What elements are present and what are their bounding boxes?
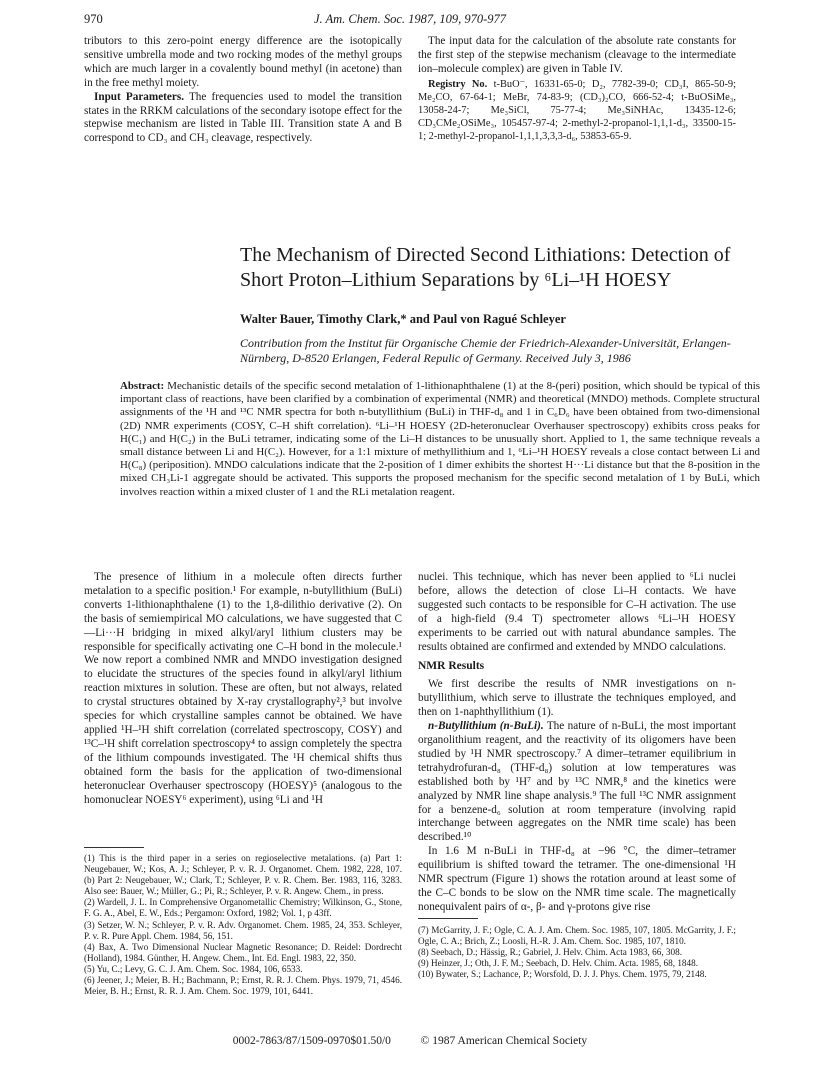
registry-paragraph — [418, 78, 736, 143]
input-parameters-paragraph — [84, 91, 402, 147]
footnotes-left — [84, 853, 402, 997]
registry-label: Registry No. — [428, 78, 488, 90]
body-left-column — [84, 571, 402, 807]
abstract — [120, 380, 760, 499]
page-footer — [0, 1035, 820, 1047]
carryover-paragraph: tributors to this zero-point energy difference are the isotopically sensitive umbrella mode and two rocking modes of the methyl groups which are much larger in a covalently bound methyl (in acetone) than in the free methyl moiety. — [84, 35, 402, 89]
intro-paragraph: The presence of lithium in a molecule often directs further metalation to a specific position.¹ For example, n-butyllithium (BuLi) converts 1-lithionaphthalene (1) to the 1,8-dilithio derivative (2). On the basis of semiempirical MO calculations, we have suggested that C—Li···H bridging in mixed alkyl/aryl lithium clusters may be responsible for specifically activating one C–H bond in the molecule.¹ We now report a combined NMR and MNDO investigation designed to elucidate the structures of the species found in alkyl/aryl lithium reaction mixtures in solution. These are often, but not always, related to crystal structures obtained by X-ray crystallography²,³ but involve species for which crystalline samples cannot be obtained. We have applied ¹H–¹H shift correlation (correlated spectroscopy, COSY) and ¹³C–¹H shift correlation spectroscopy⁴ to assign completely the spectra of the lithium compounds investigated. The ¹H chemical shifts thus obtained form the basis for the application of two-dimensional heteronuclear Overhauser spectroscopy (HOESY)⁵ (analogous to the homonuclear NOESY⁶ experiment), using ⁶Li and ¹H — [84, 571, 402, 806]
footnote: (5) Yu, C.; Levy, G. C. J. Am. Chem. Soc. 1984, 106, 6533. — [84, 963, 303, 974]
footnote: (6) Jeener, J.; Meier, B. H.; Bachmann, P.; Ernst, R. R. J. Chem. Phys. 1979, 71, 4546. Meier, B. H.; Ernst, R. R. J. Am. Chem. Soc. 1979, 101, 6441. — [84, 975, 402, 997]
butyllithium-text: The nature of n-BuLi, the most important organolithium reagent, and the reactivity of its oligomers have been studied by ¹H NMR spectroscopy.⁷ A dimer–tetramer equilibrium in tetrahydrofuran-d₈ (THF-d₈) solution at low temperatures was established both by ¹H⁷ and by ¹³C NMR,⁸ and the kinetics were analyzed by NMR line shape analysis.⁹ The full ¹³C NMR assignment for a benzene-d₆ solution at room temperature (involving rapid interchange between aggregates on the NMR time scale) has been described.¹⁰ — [418, 720, 736, 844]
section-heading: NMR Results — [418, 660, 485, 673]
top-right-column — [418, 35, 736, 143]
footnote: (10) Bywater, S.; Lachance, P.; Worsfold, D. J. J. Phys. Chem. 1975, 79, 2148. — [418, 969, 707, 980]
abstract-label: Abstract: — [120, 380, 165, 392]
footnote-divider-right — [418, 918, 478, 919]
footnote: (4) Bax, A. Two Dimensional Nuclear Magnetic Resonance; D. Reidel: Dordrecht (Holland), 1984. Günther, H. Angew. Chem., Int. Ed. Engl. 1983, 22, 350. — [84, 941, 402, 963]
input-data-paragraph: The input data for the calculation of the absolute rate constants for the first step of the stepwise mechanism (cleavage to the intermediate ion–molecule complex) are given in Table IV. — [418, 35, 736, 75]
input-parameters-text: The frequencies used to model the transition states in the RRKM calculations of the secondary isotope effect for the stepwise mechanism are listed in Table III. Transition state A and B correspond to CD₃ and CH₃ cleavage, respectively. — [84, 90, 402, 145]
nuclei-paragraph: nuclei. This technique, which has never been applied to ⁶Li nuclei before, allows the detection of close Li–H contacts. We have suggested such contacts to be responsible for C–H activation. The use of a high-field (9.4 T) spectrometer allows ⁶Li–¹H HOESY experiments to be carried out with natural abundance samples. The results obtained are confirmed and extended by MNDO calculations. — [418, 571, 736, 653]
abstract-text: Mechanistic details of the specific second metalation of 1-lithionaphthalene (1) at the 8-(peri) position, which should be typical of this important class of reactions, have been clarified by a combination of experimental (NMR) and theoretical (MNDO) methods. Complete structural assignments of the ¹H and ¹³C NMR spectra for both n-butyllithium (BuLi) in THF-d₈ and 1 in C₆D₆ have been obtained from two-dimensional (2D) NMR experiments (COSY, C–H shift correlation). ⁶Li–¹H HOESY (2D-heteronuclear Overhauser spectroscopy) exhibits cross peaks for H(C₁) and H(C₂) in the BuLi tetramer, indicating some of the Li–H distances to be unusually short. Applied to 1, the same technique reveals a small distance between Li and H(C₂). However, for a 1:1 mixture of methyllithium and 1, ⁶Li–¹H HOESY reveals a close contact between Li and H(C₈) (periposition). MNDO calculations indicate that the 2-position of 1 dimer exhibits the shortest H···Li distance but that the 8-position in the mixed CH₃Li-1 aggregate should be activated. This supports the proposed mechanism for the specific second metalation of 1 by BuLi, which involves reaction within a mixed cluster of 1 and the RLi metalation reagent. — [120, 380, 760, 498]
page-number: 970 — [84, 12, 103, 26]
butyllithium-paragraph — [418, 720, 736, 845]
nmr-intro-paragraph: We first describe the results of NMR investigations on n-butyllithium, which serve to illustrate the techniques employed, and then on 1-naphthyllithium (1). — [418, 678, 736, 719]
top-left-column — [84, 35, 402, 146]
body-right-column — [418, 571, 736, 915]
butyllithium-heading: n-Butyllithium (n-BuLi). — [428, 720, 544, 733]
footnotes-right — [418, 925, 736, 980]
article-title: The Mechanism of Directed Second Lithiations: Detection of Short Proton–Lithium Separations by ⁶Li–¹H HOESY — [240, 244, 731, 291]
footnote: (9) Heinzer, J.; Oth, J. F. M.; Seebach, D. Helv. Chim. Acta. 1985, 68, 1848. — [418, 958, 699, 969]
article-code: 0002-7863/87/1509-0970$01.50/0 — [232, 1035, 391, 1047]
footnote: (7) McGarrity, J. F.; Ogle, C. A. J. Am. Chem. Soc. 1985, 107, 1805. McGarrity, J. F.; Ogle, C. A.; Brich, Z.; Loosli, H.-R. J. Am. Chem. Soc. 1985, 107, 1810. — [418, 925, 736, 947]
registry-text: t-BuO⁻, 16331-65-0; D₂, 7782-39-0; CD₃I, 865-50-9; Me₂CO, 67-64-1; MeBr, 74-83-9; (CD₃)₂CO, 666-52-4; t-BuOSiMe₃, 13058-24-7; Me₃SiCl, 75-77-4; Me₃SiNHAc, 13435-12-6; CD₃CMe₂OSiMe₃, 105457-97-4; 2-methyl-2-propanol-1,1,1-d₃, 33500-15-1; 2-methyl-2-propanol-1,1,1,3,3,3-d₆, 53853-65-9. — [418, 78, 736, 142]
input-parameters-heading: Input Parameters. — [94, 90, 184, 103]
footnote: (1) This is the third paper in a series on regioselective metalations. (a) Part 1: Neugebauer, W.; Kos, A. J.; Schleyer, P. v. R. J. Organomet. Chem. 1982, 228, 107. (b) Part 2: Neugebauer, W.; Clark, T.; Schleyer, P. v. R. Chem. Ber. 1983, 116, 3283. Also see: Bauer, W.; Müller, G.; Pi, R.; Schleyer, P. v. R. Angew. Chem., in press. — [84, 853, 402, 897]
article-authors: Walter Bauer, Timothy Clark,* and Paul von Ragué Schleyer — [240, 312, 566, 326]
article-affiliation: Contribution from the Institut für Organische Chemie der Friedrich-Alexander-Universität, Erlangen-Nürnberg, D-8520 Erlangen, Federal Repulic of Germany. Received July 3, 1986 — [240, 336, 731, 365]
footnote: (8) Seebach, D.; Hässig, R.; Gabriel, J. Helv. Chim. Acta 1983, 66, 308. — [418, 947, 683, 958]
running-header: J. Am. Chem. Soc. 1987, 109, 970-977 — [313, 12, 507, 26]
copyright: © 1987 American Chemical Society — [420, 1035, 588, 1047]
footnote-divider-left — [84, 847, 144, 848]
spectrum-paragraph: In 1.6 M n-BuLi in THF-d₈ at −96 °C, the dimer–tetramer equilibrium is shifted toward the tetramer. The one-dimensional ¹H NMR spectrum (Figure 1) shows the rotation around at least some of the C–C bonds to be slow on the NMR time scale. The magnetically nonequivalent pairs of α-, β- and γ-protons give rise — [418, 845, 736, 913]
footnote: (3) Setzer, W. N.; Schleyer, P. v. R. Adv. Organomet. Chem. 1985, 24, 353. Schleyer, P. v. R. Pure Appl. Chem. 1984, 56, 151. — [84, 919, 402, 941]
footnote: (2) Wardell, J. L. In Comprehensive Organometallic Chemistry; Wilkinson, G., Stone, F. G. A., Abel, E. W., Eds.; Pergamon: Oxford, 1982; Vol. 1, p 43ff. — [84, 897, 402, 919]
